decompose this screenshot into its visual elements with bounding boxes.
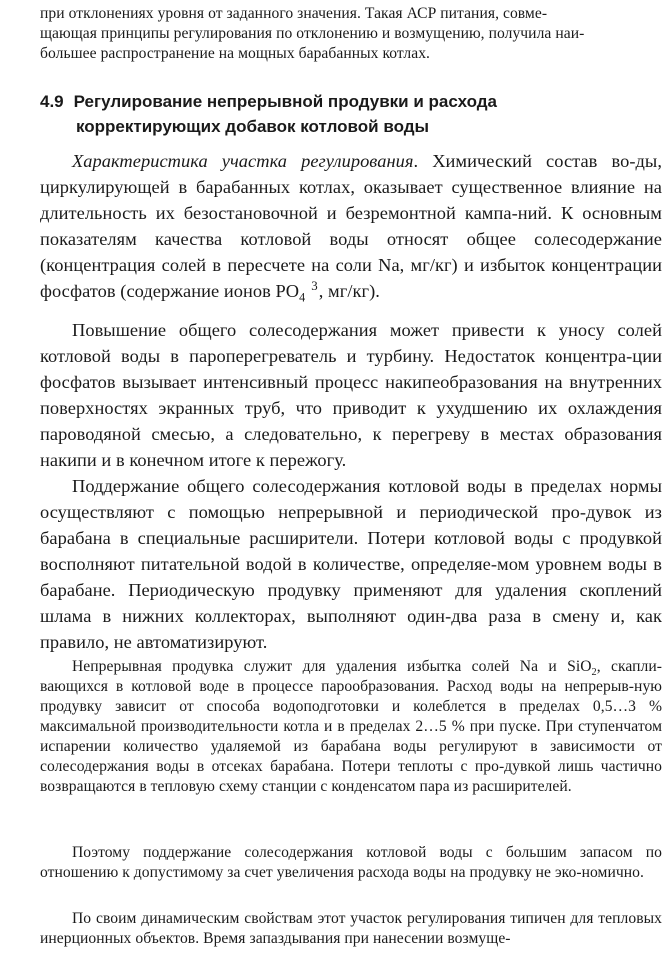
section-heading [40,89,660,139]
section-number: 4.9 [40,92,64,111]
ion-superscript: 3 [311,278,318,293]
top-paragraph-line-3: большее распространение на мощных барабанных котлах. [40,45,430,62]
ion-subscript: 4 [299,290,306,305]
paragraph-continuous-blowdown-rest: , скапли-вающихся в котловой воде в процессе парообразования. Расход воды на непрерыв-ную продувку зависит от способа водоподготовки и колеблется в пределах 0,5…3 % максимальной производительности котла и в пределах 2…5 % при пуске. При ступенчатом испарении количество удаляемой из барабана воды регулируют в зависимости от солесодержания воды в отсеках барабана. Потери теплоты с про-дувкой лишь частично возвращаются в тепловую схему станции с конденсатом пара из расширителей. [40,658,662,795]
sio2-subscript: 2 [591,667,597,679]
top-paragraph [40,4,662,64]
paragraph-lead-italic: Характеристика участка регулирования [72,151,414,171]
section-title-line-1: Регулирование непрерывной продувки и расхода [73,92,498,111]
paragraph-characteristics-end: , мг/кг). [318,281,380,301]
paragraph-economy: Поэтому поддержание солесодержания котловой воды с большим запасом по отношению к допустимому за счет увеличения расхода воды на продувку не эко-номично. [40,844,662,881]
top-paragraph-line-2: щающая принципы регулирования по отклонению и возмущению, получила наи- [40,25,585,42]
paragraph-salt-content: Повышение общего солесодержания может привести к уносу солей котловой воды в пароперегреватель и турбину. Недостаток концентра-ции фосфатов вызывает интенсивный процесс накипеобразования на внутренних поверхностях экранных труб, что приводит к ухудшению их охлаждения пароводяной смесью, а следовательно, к перегреву в местах образования накипи и в конечном итоге к пережогу. [40,320,662,470]
section-title-line-2: корректирующих добавок котловой воды [76,117,430,136]
phosphate-ion-formula [275,278,319,305]
paragraph-continuous-blowdown [40,657,662,797]
ion-base: PO [275,281,300,301]
paragraph-characteristics-text: . Химический состав во-ды, циркулирующей в барабанных котлах, оказывает существенное влияние на длительность их безостановочной и безремонтной кампа-ний. К основным показателям качества котловой воды относят общее солесодержание (концентрация солей в пересчете на соли Na, мг/кг) и избыток концентрации фосфатов (содержание ионов [40,151,662,301]
paragraph-characteristics [40,148,662,306]
paragraph-dynamics: По своим динамическим свойствам этот участок регулирования типичен для тепловых инерционных объектов. Время запаздывания при нанесении возмуще- [40,910,662,947]
paragraph-continuous-blowdown-text: Непрерывная продувка служит для удаления избытка солей Na и SiO [72,658,592,675]
paragraph-blowdown: Поддержание общего солесодержания котловой воды в пределах нормы осуществляют с помощью непрерывной и периодической про-дувок из барабана в специальные расширители. Потери котловой воды с продувкой восполняют питательной водой в количестве, определяе-мом уровнем воды в барабане. Периодическую продувку применяют для удаления скоплений шлама в нижних коллекторах, выполняют один-два раза в смену и, как правило, не автоматизируют. [40,476,662,652]
top-paragraph-line-1: при отклонениях уровня от заданного значения. Такая АСР питания, совме- [40,5,548,22]
